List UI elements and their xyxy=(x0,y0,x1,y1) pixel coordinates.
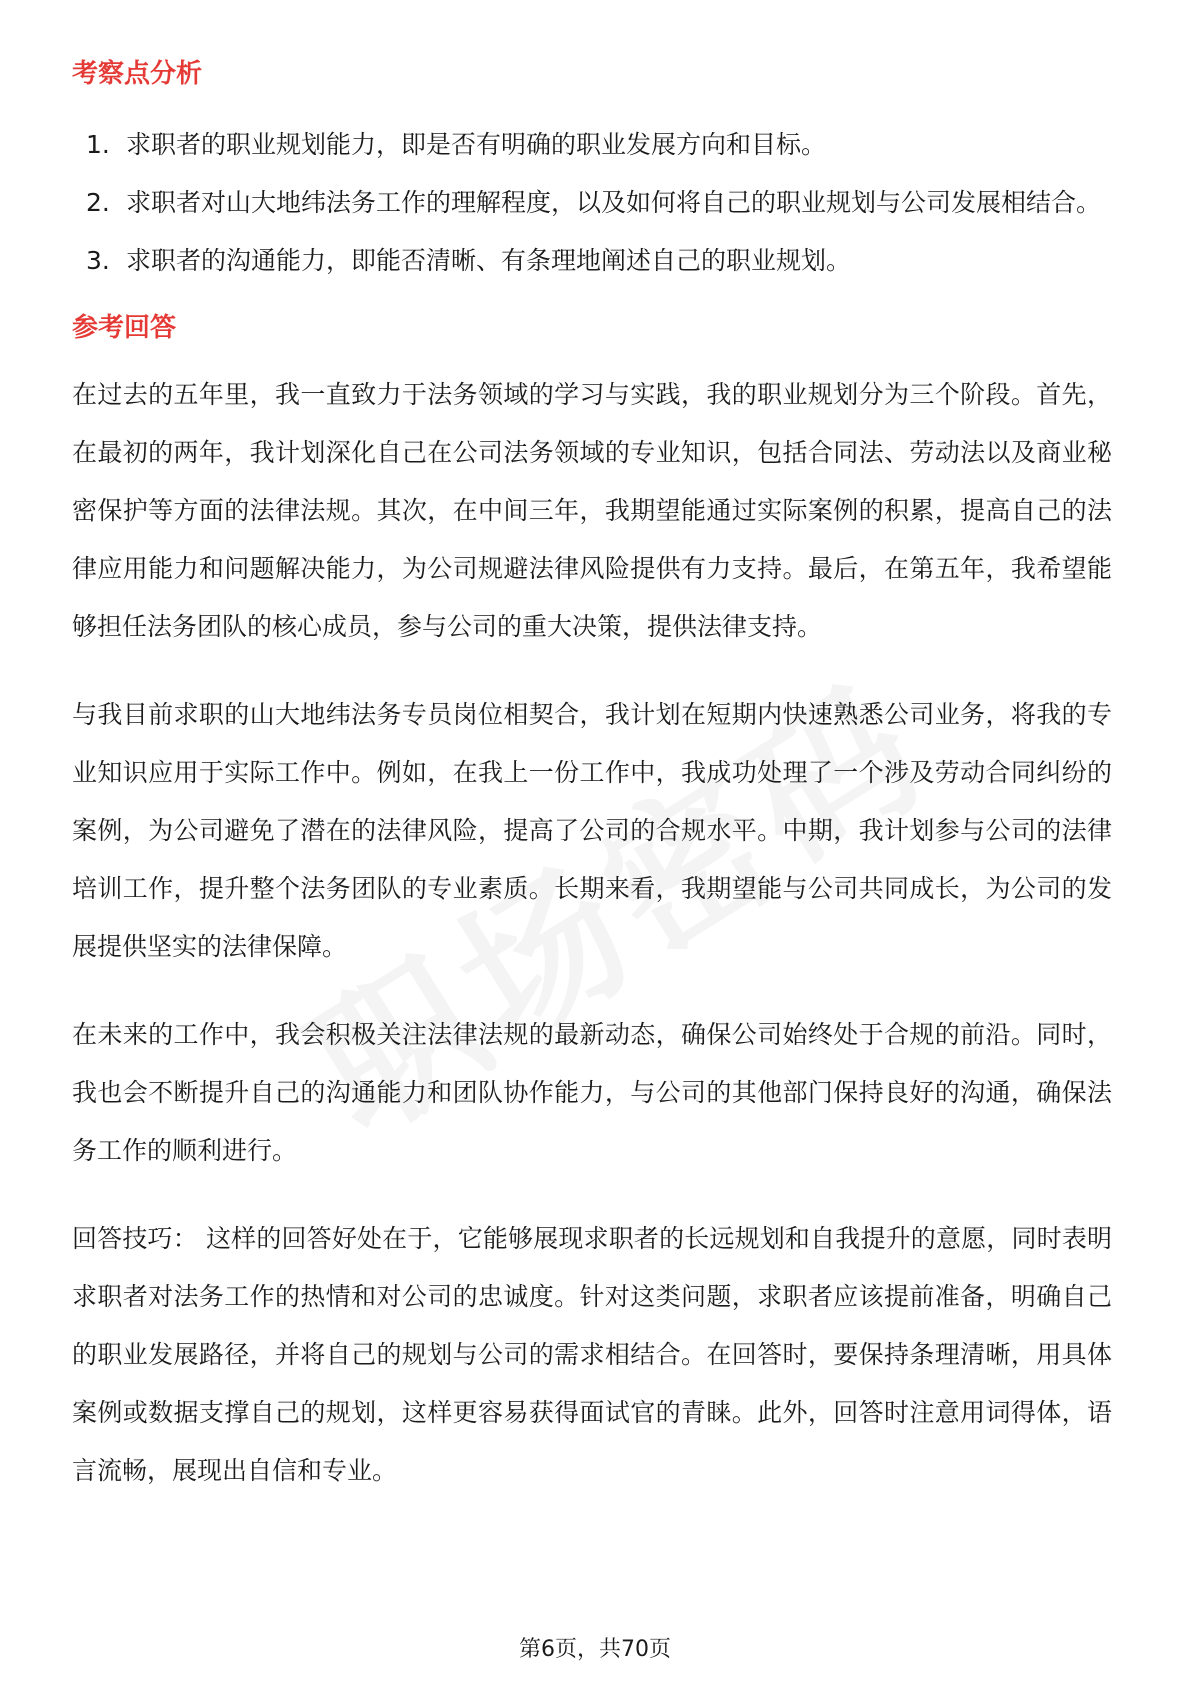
list-item-number: 2. xyxy=(86,188,110,217)
answer-paragraph: 与我目前求职的山大地纬法务专员岗位相契合，我计划在短期内快速熟悉公司业务，将我的专业知识应用于实际工作中。例如，在我上一份工作中，我成功处理了一个涉及劳动合同纠纷的案例，为公司避免了潜在的法律风险，提高了公司的合规水平。中期，我计划参与公司的法律培训工作，提升整个法务团队的专业素质。长期来看，我期望能与公司共同成长，为公司的发展提供坚实的法律保障。 xyxy=(72,700,1112,961)
list-item-text: 求职者的职业规划能力，即是否有明确的职业发展方向和目标。 xyxy=(126,130,827,159)
list-item-number: 3. xyxy=(86,246,110,275)
document-page xyxy=(72,46,1112,1500)
page-number: 第6页，共70页 xyxy=(519,1637,671,1662)
list-item xyxy=(72,116,1112,174)
answer-paragraph: 在过去的五年里，我一直致力于法务领域的学习与实践，我的职业规划分为三个阶段。首先，在最初的两年，我计划深化自己在公司法务领域的专业知识，包括合同法、劳动法以及商业秘密保护等方面的法律法规。其次，在中间三年，我期望能通过实际案例的积累，提高自己的法律应用能力和问题解决能力，为公司规避法律风险提供有力支持。最后，在第五年，我希望能够担任法务团队的核心成员，参与公司的重大决策，提供法律支持。 xyxy=(72,380,1112,641)
list-item-number: 1. xyxy=(86,130,110,159)
analysis-section-title: 考察点分析 xyxy=(72,59,203,89)
answer-tips-paragraph: 回答技巧： 这样的回答好处在于，它能够展现求职者的长远规划和自我提升的意愿，同时表明求职者对法务工作的热情和对公司的忠诚度。针对这类问题，求职者应该提前准备，明确自己的职业发展路径，并将自己的规划与公司的需求相结合。在回答时，要保持条理清晰，用具体案例或数据支撑自己的规划，这样更容易获得面试官的青睐。此外，回答时注意用词得体，语言流畅，展现出自信和专业。 xyxy=(72,1224,1112,1485)
list-item-text: 求职者的沟通能力，即能否清晰、有条理地阐述自己的职业规划。 xyxy=(126,246,852,275)
analysis-points-list xyxy=(72,116,1112,290)
answer-section-title: 参考回答 xyxy=(72,313,177,343)
list-item xyxy=(72,174,1112,232)
list-item xyxy=(72,232,1112,290)
list-item-text: 求职者对山大地纬法务工作的理解程度，以及如何将自己的职业规划与公司发展相结合。 xyxy=(126,188,1102,217)
answer-paragraph: 在未来的工作中，我会积极关注法律法规的最新动态，确保公司始终处于合规的前沿。同时，我也会不断提升自己的沟通能力和团队协作能力，与公司的其他部门保持良好的沟通，确保法务工作的顺利进行。 xyxy=(72,1020,1112,1165)
